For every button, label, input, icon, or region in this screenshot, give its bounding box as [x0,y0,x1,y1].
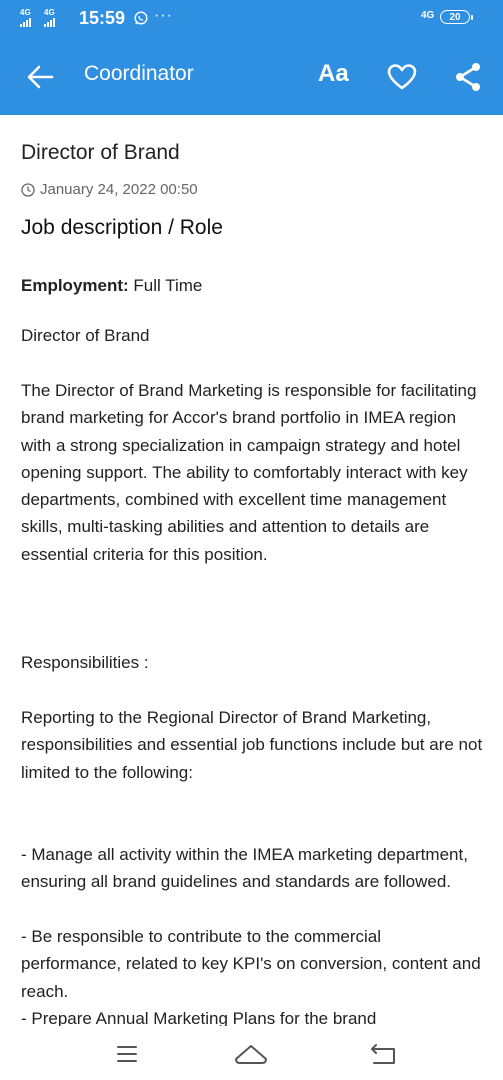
menu-icon[interactable] [117,1044,137,1064]
battery-level: 20 [449,11,461,23]
status-more: ··· [154,7,173,24]
clock-icon [21,183,35,197]
signal-2 [44,9,62,27]
font-size-button[interactable]: Aa [318,60,349,87]
signal-2-label: 4G [44,8,55,17]
article-title: Director of Brand [21,141,180,164]
responsibilities-heading: Responsibilities : [21,653,149,672]
status-time: 15:59 [79,8,126,28]
article-date [21,181,198,198]
intro-paragraph: The Director of Brand Marketing is responsible for facilitating brand marketing for Accor's brand portfolio in IMEA region with a strong specialization in campaign strategy and hotel opening support. The ability to comfortably interact with key departments, combined with excellent time management skills, multi-tasking abilities and attention to details are essential criteria for this position. [21,381,477,564]
system-nav-bar [0,1030,503,1080]
signal-indicators [20,9,62,27]
app-title: Coordinator [84,62,194,85]
article-date-text: January 24, 2022 00:50 [40,181,198,198]
return-icon[interactable] [370,1043,396,1065]
employment-label: Employment: [21,276,129,295]
share-icon[interactable] [454,62,482,92]
responsibility-item-2: - Be responsible to contribute to the commercial performance, related to key KPI's on conversion, content and reach. [21,927,481,1001]
employment-value: Full Time [133,276,203,295]
home-icon[interactable] [234,1042,268,1066]
signal-1 [20,9,38,27]
battery-icon [440,10,470,24]
employment-line [21,272,483,299]
responsibilities-intro: Reporting to the Regional Director of Brand Marketing, responsibilities and essential job functions include but are not limited to the following: [21,708,483,782]
status-bar [0,0,503,38]
arrow-left-icon[interactable] [26,64,54,90]
network-type: 4G [421,10,435,21]
app-bar [0,38,503,115]
whatsapp-icon [134,11,148,25]
responsibility-item-3: - Prepare Annual Marketing Plans for the brand [21,1009,377,1026]
responsibility-item-1: - Manage all activity within the IMEA marketing department, ensuring all brand guidelines and standards are followed. [21,845,468,892]
signal-1-label: 4G [20,8,31,17]
signal-2-bars-icon [44,18,55,27]
section-heading: Job description / Role [21,216,223,239]
signal-1-bars-icon [20,18,31,27]
role-name: Director of Brand [21,326,150,345]
heart-icon[interactable] [387,63,417,91]
